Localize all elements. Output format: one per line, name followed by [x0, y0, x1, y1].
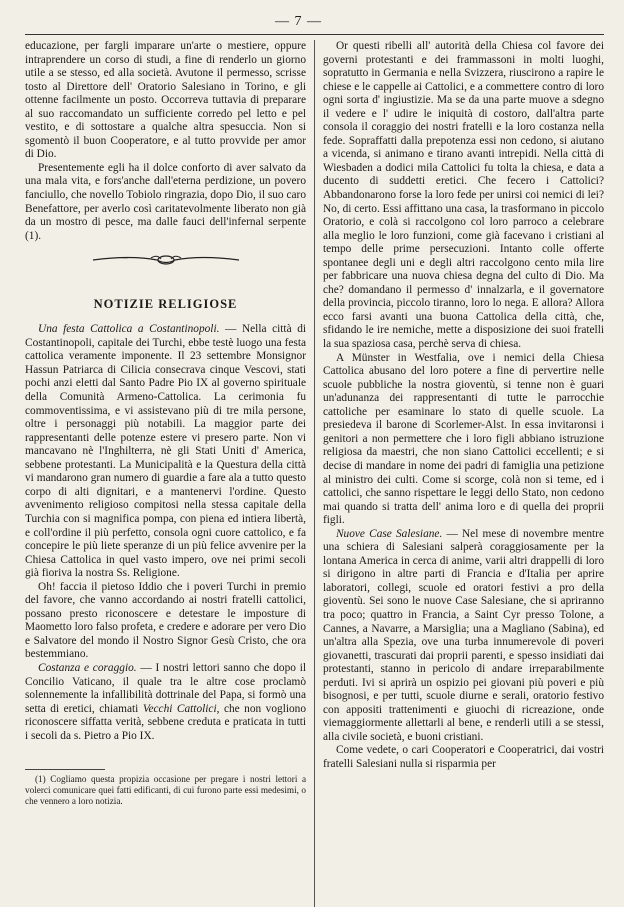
- paragraph: educazione, per fargli imparare un'arte o mestiere, oppure intraprendere un corso di studi, a fine di renderlo un giorno utile a se stesso, ed alla società. Avutone il permesso, scrisse tosto al Direttore dell' Oratorio Salesiano in Torino, e gli ottenne facilmente un posto. Occorreva tuttavia di preparare al suo raccomandato un sufficiente corredo pel letto e pel vestito, e di sottostare a qualche altra spesuccia. Non si sgomentò il buon Cooperatore, e al tutto provvide per amor di Dio.: [25, 40, 307, 161]
- paragraph-text: — Nel mese di novembre mentre una schiera di Salesiani salperà coraggiosamente per la lontana America in cerca di anime, varii altri drappelli di loro si dirigono in altre parti di Francia e d'Italia per aprire laboratori, collegi, scuole ed oratori festivi a pro della gioventù. Sei sono le nuove Case Salesiane, che si apriranno tra poco; quattro in Francia, a Saint Cyr presso Tolone, a Cannes, a Navarre, a Marsiglia; una a Magliano (Sabina), ed un'altra alla Spezia, ove una turba innumerevole di poveri giovanetti, trascurati dai proprii parenti, e spesso insidiati dai protestanti, stanno in pericolo di andare irreparabilmente perduti. Ivi si aprirà un ospizio pei giovani più poveri e più bisognosi, e per tutti, scuole diurne e serali, oratorio festivo con appositi trattenimenti e giuochi di ricreazione, onde viemaggiormente allettarli al bene, e renderli utili a se stessi, alla civile società, e buoni cristiani.: [322, 527, 604, 743]
- footnote-text: (1) Cogliamo questa propizia occasione per pregare i nostri lettori a volerci comunicare quei fatti edificanti, di cui furono parte essi medesimi, o che vennero a loro notizia.: [25, 774, 307, 807]
- paragraph-title: Costanza e coraggio.: [38, 661, 137, 674]
- paragraph: [25, 323, 306, 580]
- ornament-divider-icon: [25, 253, 306, 272]
- paragraph-text: — I nostri lettori sanno che dopo il Concilio Vaticano, il quale tra le altre cose proclamò solennemente la infallibilità dottrinale del Papa, si formò una setta di eretici, chiamati: [25, 661, 307, 715]
- paragraph-text: , che non vogliono riconoscere siffatta verità, sebbene creduta e praticata in tutti i secoli da s. Pietro a Pio IX.: [25, 702, 307, 742]
- header-rule: [25, 34, 604, 35]
- section-title: NOTIZIE RELIGIOSE: [93, 296, 238, 311]
- left-column: [25, 40, 306, 907]
- paragraph-text: — Nella città di Costantinopoli, capitale dei Turchi, ebbe testè luogo una festa cattolica veramente imponente. Il 23 settembre Monsignor Hassun Patriarca di Cilicia consecrava cinque Vescovi, stati pochi anzi eletti dal Santo Padre Pio IX al governo spirituale della Comunità Armeno-Cattolica. La cerimonia fu commoventissima, e vi assistevano più di tre mila persone, oltre i personaggi più notabili. La maggior parte dei rappresentanti delle potenze estere vi presero parte. Non vi mancavano nè l'Inghilterra, nè gli Stati Uniti d' America, sebbene protestanti. La Municipalità e la Questura della città vi mandarono gran numero di guardie a fare ala a tutto questo corpo di alti dignitari, e a mantenervi l'ordine. Questo avvenimento religioso compitosi nella stessa capitale della Turchia con si magnifica pompa, con piena ed intiera libertà, e coll'ordine il più perfetto, consola ogni cuore cattolico, e fa concepire le più liete speranze di un più felice avvenire per la Chiesa Cattolica in quel vasto impero, ove nei primi secoli già fioriva la nostra Ss. Religione.: [25, 323, 307, 580]
- paragraph: [25, 662, 306, 743]
- italic-term: Vecchi Cattolici: [142, 702, 217, 715]
- paragraph: Or questi ribelli all' autorità della Chiesa col favore dei governi protestanti e dei frammassoni in molti luoghi, sopratutto in Germania e nella Svizzera, riuscirono a rapire le chiese e le cappelle ai Cattolici, e a commettere contro di loro ogni sorta d' ingiustizie. Ma se da una parte muove a sdegno il vedere e l' udire le iniquità di costoro, dall'altra parte consola il coraggio dei nostri fratelli e la loro costanza nella fede. Sopraffatti dalla prepotenza essi non cedono, si aiutano a vicenda, si animano e tirano avanti intrepidi. Nella città di Wiesbaden a dodici mila Cattolici fu tolta la chiesa, e data a ducento di suddetti eretici. Che fecero i Cattolici? Abbandonarono forse la loro fede per unirsi coi nemici di lei? No, di certo. Essi affittano una casa, la trasformano in piccolo Oratorio, e colà si raccolgono col loro parroco a celebrare alla meglio le loro funzioni, come già facevano i cristiani al tempo delle prime persecuzioni. Intanto colle offerte spontanee degli uni e degli altri raccolgono cento mila lire per fabbricare una nuova chiesa degna del culto di Dio. Ma che? domandano il permesso d' innalzarla, e il governatore della provincia, piccolo tiranno, loro lo nega. E allora? Allora ecco farsi avanti una buona Cattolica della città, che, sfidando le ire nemiche, mette a disposizione dei suoi fratelli la sua spaziosa casa, perchè serva di chiesa.: [322, 40, 604, 351]
- page-number: — 7 —: [275, 14, 322, 29]
- paragraph: A Münster in Westfalia, ove i nemici della Chiesa Cattolica abusano del loro potere a fine di pervertire nelle scuole pubbliche la nostra gioventù, si tenne non è guari un'adunanza dei rappresentanti di tutte le parrocchie cattoliche per esaminare lo stato di quelle scuole. La presiedeva il barone di Scorlemer-Alst. In essa invitaronsi i genitori a non permettere che i loro figli abbiano istruzione religiosa da maestri, che non siano Cattolici eccellenti; e si decise di mandare in nome dei padri di famiglia una petizione al ministro dei culti. Come si scorge, colà non si teme, ed i cattolici, che sanno rispettare le leggi dello Stato, non cedono mai quando si tratta dell' anima loro e di quella dei proprii figli.: [322, 351, 604, 527]
- two-column-body: [25, 40, 604, 907]
- column-divider: [314, 40, 315, 907]
- paragraph: Come vedete, o cari Cooperatori e Cooperatrici, dai vostri fratelli Salesiani nulla si risparmia per: [322, 744, 604, 770]
- paragraph: Presentemente egli ha il dolce conforto di aver salvato da una mala vita, e fors'anche dall'eterna perdizione, un povero fanciullo, che novello Tobiolo ringrazia, dopo Dio, il suo caro Benefattore, per averlo così caritatevolmente liberato non già da un mostro di pesce, ma dalle fauci dell'infernal serpente (1).: [25, 161, 307, 242]
- paragraph: [323, 528, 604, 745]
- right-column: [323, 40, 604, 907]
- paragraph-title: Nuove Case Salesiane.: [335, 527, 443, 540]
- footnote-rule: [25, 769, 105, 770]
- footnote: [25, 774, 306, 807]
- paragraph: Oh! faccia il pietoso Iddio che i poveri Turchi in premio del favore, che vanno accordando ai nostri fratelli cattolici, possano presto riconoscere e detestare le imposture di Maometto loro falso profeta, e credere e adorare per vero Dio e Salvatore del mondo il Nostro Signor Gesù Cristo, che ora bestemmiano.: [25, 580, 307, 661]
- paragraph-title: Una festa Cattolica a Costantinopoli.: [38, 323, 220, 336]
